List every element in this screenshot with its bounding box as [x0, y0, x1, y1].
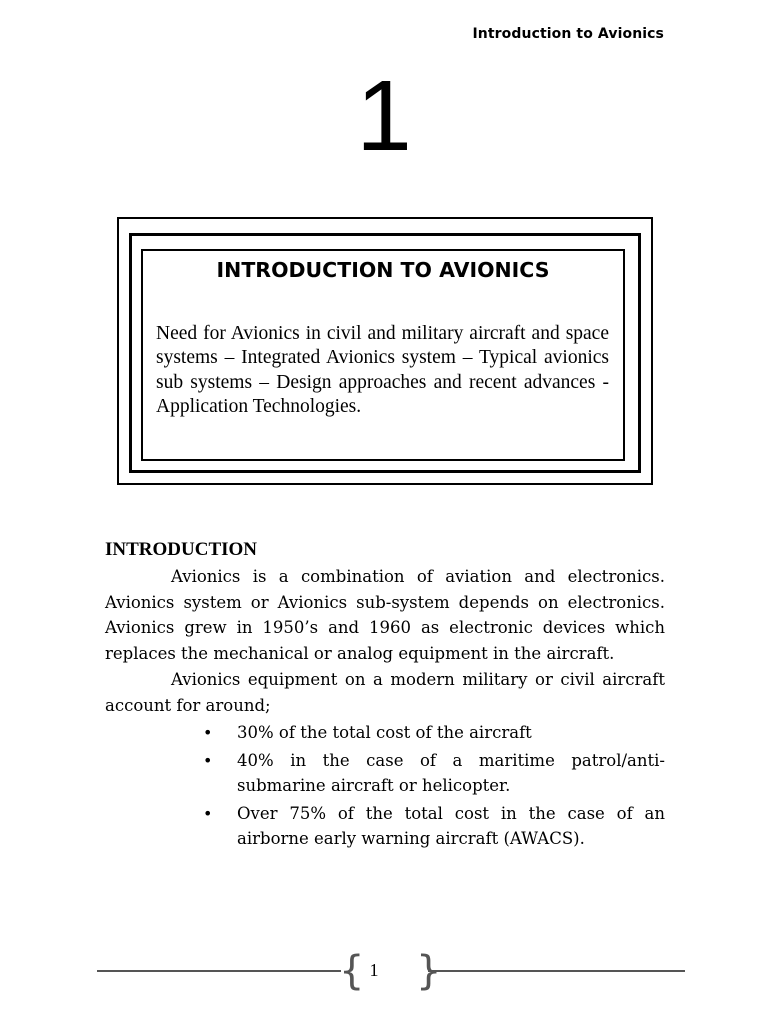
- footer-rule-right: [428, 970, 685, 972]
- page-number: 1: [369, 960, 379, 980]
- list-item-text: 30% of the total cost of the aircraft: [237, 723, 532, 742]
- summary-box-text: Need for Avionics in civil and military aircraft and space systems – Integrated Avionics system – Typical avionics sub systems – Design approaches and recent advances - Application Technologies.: [156, 323, 609, 417]
- list-item-text: 40% in the case of a maritime patrol/anti-submarine aircraft or helicopter.: [237, 750, 665, 795]
- paragraph-1-text: Avionics is a combination of aviation and electronics. Avionics system or Avionics sub-system depends on electronics. Avionics grew in 1950’s and 1960 as electronic devices which replaces the mechanical or analog equipment in the aircraft.: [105, 567, 665, 663]
- list-item: [203, 720, 665, 746]
- footer-rule-left: [97, 970, 341, 972]
- bullet-list: [203, 720, 665, 854]
- paragraph-1: [105, 564, 665, 666]
- bullet-icon: •: [203, 803, 213, 823]
- list-item-text: Over 75% of the total cost in the case of an airborne early warning aircraft (AWACS).: [237, 803, 665, 848]
- left-brace-icon: {: [339, 948, 365, 994]
- right-brace-icon: }: [416, 948, 442, 994]
- bullet-icon: •: [203, 750, 213, 770]
- chapter-number: 1: [356, 60, 412, 172]
- list-item: [203, 748, 665, 799]
- list-item: [203, 801, 665, 852]
- paragraph-2-text: Avionics equipment on a modern military or civil aircraft account for around;: [105, 670, 665, 715]
- paragraph-2: [105, 667, 665, 718]
- bullet-icon: •: [203, 723, 213, 742]
- section-heading: INTRODUCTION: [105, 539, 258, 560]
- running-header: Introduction to Avionics: [472, 26, 664, 42]
- summary-box-title: INTRODUCTION TO AVIONICS: [216, 258, 550, 282]
